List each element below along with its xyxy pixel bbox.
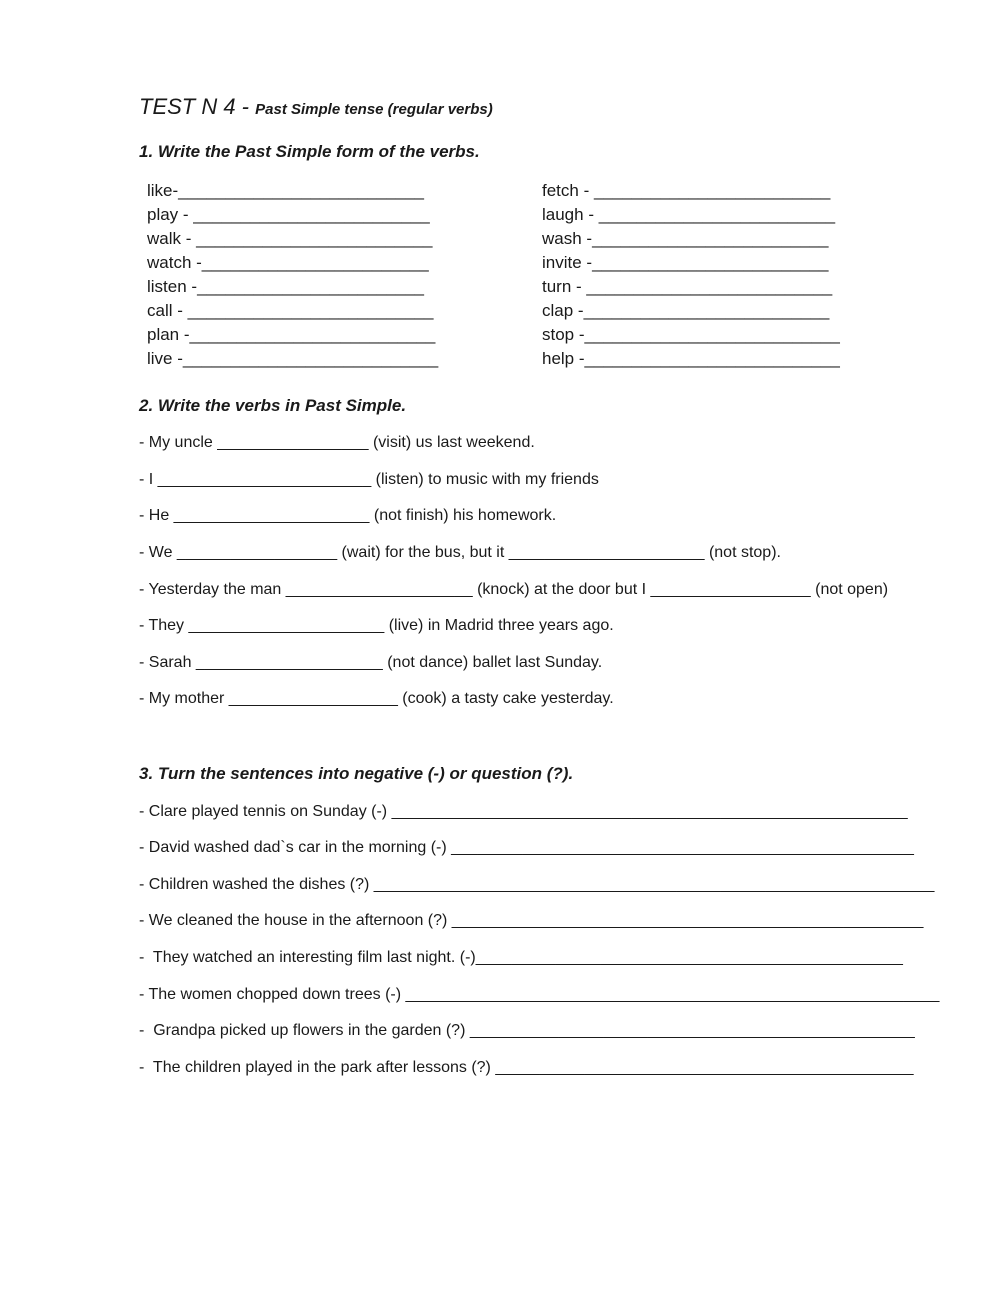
exercise-2-line: - My uncle _________________ (visit) us last weekend.: [139, 434, 535, 451]
verb-item: stop -___________________________: [542, 325, 840, 344]
verb-item: invite -_________________________: [542, 253, 829, 272]
exercise-3-line: - We cleaned the house in the afternoon (?) _____________________________________________________: [139, 912, 924, 929]
title-main: TEST N 4 -: [139, 94, 256, 119]
verb-item: walk - _________________________: [147, 229, 433, 248]
exercise-2-line: - He ______________________ (not finish) his homework.: [139, 507, 557, 524]
verb-item: play - _________________________: [147, 205, 430, 224]
exercise-3-line: - Grandpa picked up flowers in the garden (?) __________________________________________________: [139, 1022, 915, 1039]
section-2-heading: 2. Write the verbs in Past Simple.: [139, 396, 407, 415]
exercise-2-line: - I ________________________ (listen) to music with my friends: [139, 471, 599, 488]
exercise-2-line: - Yesterday the man _____________________ (knock) at the door but I __________________ (not open): [139, 581, 889, 598]
section-3-heading: 3. Turn the sentences into negative (-) or question (?).: [139, 764, 574, 783]
verb-item: turn - __________________________: [542, 277, 833, 296]
verb-item: call - __________________________: [147, 301, 434, 320]
verb-item: wash -_________________________: [542, 229, 829, 248]
exercise-3-line: - The women chopped down trees (-) ____________________________________________________________: [139, 986, 940, 1003]
verb-item: laugh - _________________________: [542, 205, 836, 224]
verb-item: listen -________________________: [147, 277, 424, 296]
verb-item: plan -__________________________: [147, 325, 436, 344]
verb-item: help -___________________________: [542, 349, 840, 368]
exercise-2-line: - We __________________ (wait) for the bus, but it ______________________ (not stop).: [139, 544, 781, 561]
exercise-2-line: - My mother ___________________ (cook) a tasty cake yesterday.: [139, 690, 614, 707]
exercise-3-line: - The children played in the park after lessons (?) _______________________________________________: [139, 1059, 914, 1076]
verb-list-left: [147, 179, 438, 371]
verb-item: fetch - _________________________: [542, 181, 831, 200]
exercise-2-line: - They ______________________ (live) in Madrid three years ago.: [139, 617, 614, 634]
title-subtitle: Past Simple tense (regular verbs): [255, 101, 493, 118]
exercise-2-line: - Sarah _____________________ (not dance) ballet last Sunday.: [139, 654, 603, 671]
exercise-3-line: - Children washed the dishes (?) _______________________________________________________________: [139, 876, 935, 893]
exercise-3-line: - Clare played tennis on Sunday (-) __________________________________________________________: [139, 803, 908, 820]
verb-item: watch -________________________: [147, 253, 429, 272]
worksheet-title: [139, 94, 493, 120]
verb-item: live -___________________________: [147, 349, 439, 368]
verb-item: clap -__________________________: [542, 301, 830, 320]
exercise-3-line: - They watched an interesting film last night. (-)________________________________________________: [139, 949, 903, 966]
verb-item: like-__________________________: [147, 181, 424, 200]
verb-list-right: [542, 179, 840, 371]
section-1-heading: 1. Write the Past Simple form of the verbs.: [139, 142, 480, 161]
exercise-3-line: - David washed dad`s car in the morning (-) ____________________________________________________: [139, 839, 914, 856]
